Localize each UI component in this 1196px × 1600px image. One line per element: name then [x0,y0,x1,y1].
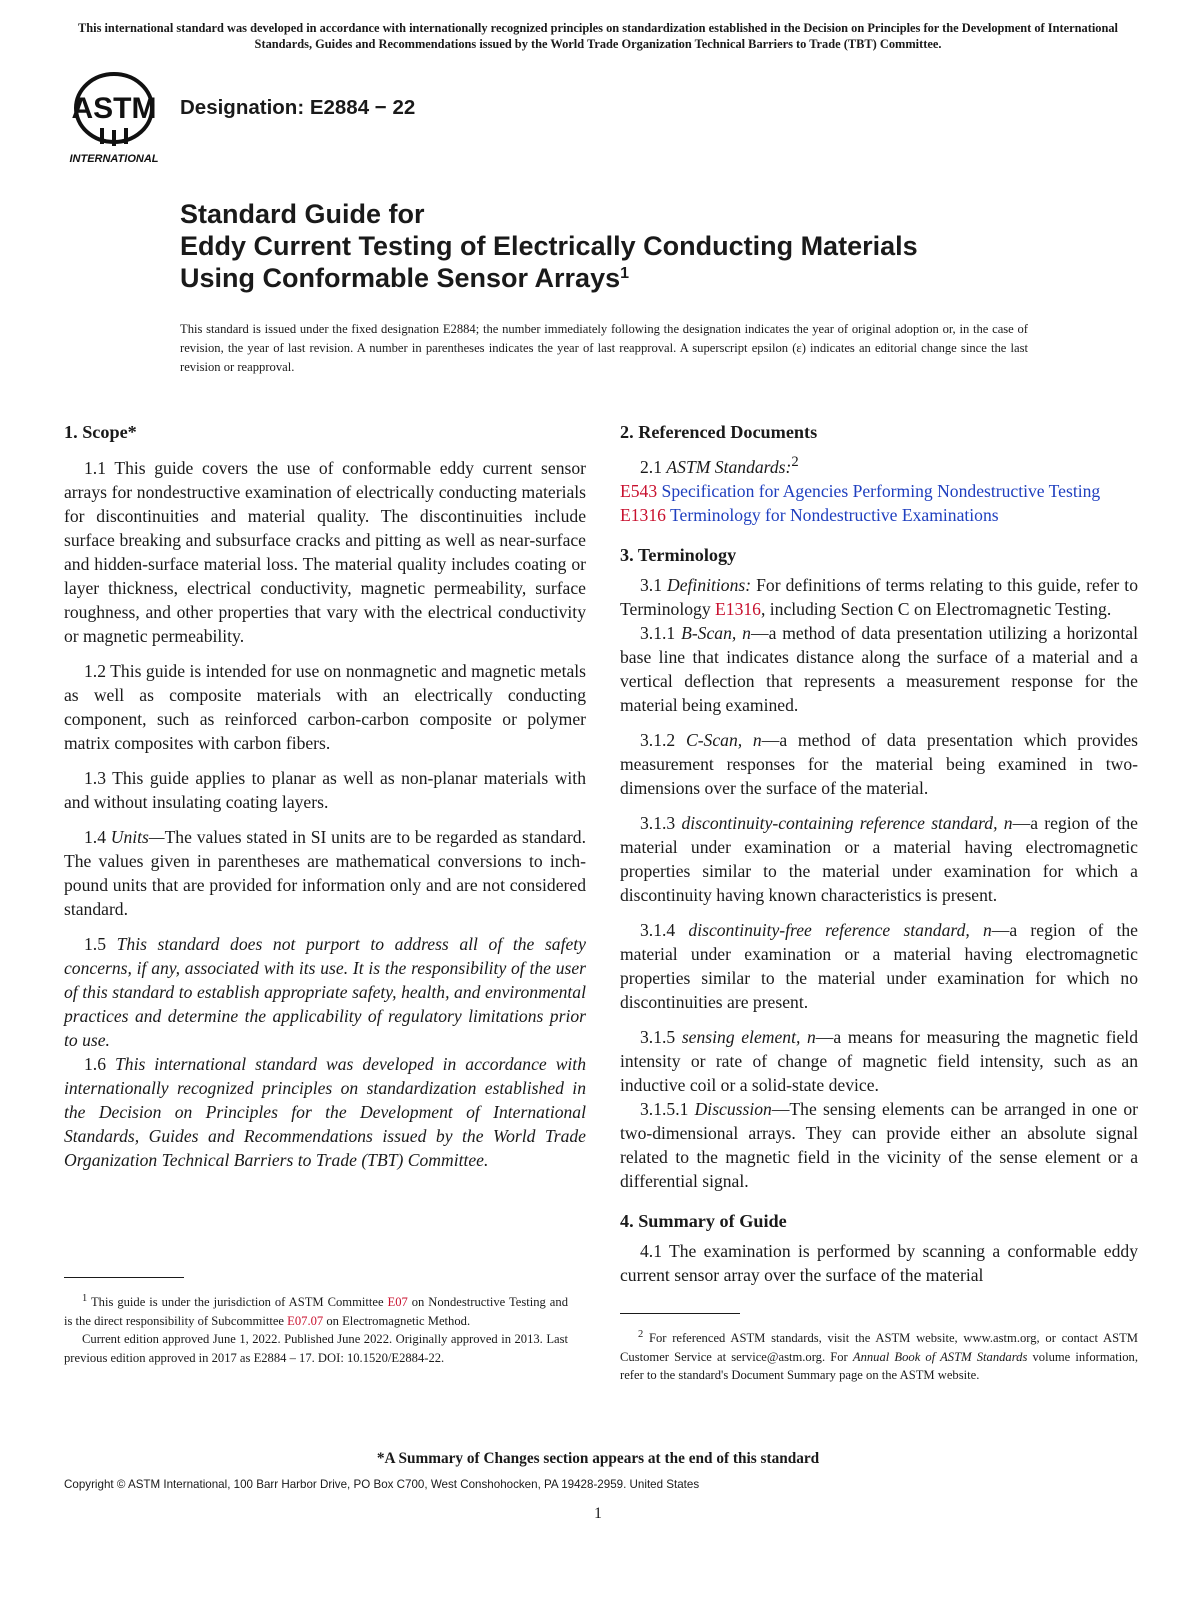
reference-e1316[interactable]: E1316 Terminology for Nondestructive Examinations [620,504,999,525]
terminology-heading: 3. Terminology [620,544,737,565]
scope-heading: 1. Scope* [64,422,137,442]
paragraph-1-3: 1.3 This guide applies to planar as well as non-planar materials with and without insulating coating layers. [64,768,586,812]
footnote-1-edition: Current edition approved June 1, 2022. Published June 2022. Originally approved in 2013. Last previous edition approved in 2017 as E2884 – 17. DOI: 10.1520/E2884-22. [64,1332,568,1365]
referenced-documents-heading: 2. Referenced Documents [620,422,818,442]
header-notice: This international standard was developed in accordance with internationally recognized principles on standardization established in the Decision on Principles for the Development of International Standards, Guides and Recommendations issued by the World Trade Organization Technical Barriers to Trade (TBT) Committee. [77,21,1119,51]
designation: Designation: E2884 − 22 [180,96,416,119]
left-column [64,420,586,1172]
reference-e543[interactable]: E543 Specification for Agencies Performing Nondestructive Testing [620,480,1101,501]
title-line-3: Using Conformable Sensor Arrays$^1$ [180,263,630,293]
footnote-1: $^1$ This guide is under the jurisdiction of ASTM Committee E07 on Nondestructive Testing and is the direct responsibility of Subcommittee E07.07 on Electromagnetic Method. Current edition approved June 1, 2022. Published June 2022. Originally approved in 2013. Last previous edition approved in 2017 as E2884 – 17. DOI: 10.1520/E2884-22. [64,1290,568,1367]
paragraph-2-1: 2.1 ASTM Standards:$^2$ [640,454,799,477]
discussion-3-1-5-1: 3.1.5.1 Discussion—The sensing elements can be arranged in one or two-dimensional arrays. They can provide either an absolute signal related to the magnetic field in the vicinity of the sense element or a differential signal. [620,1098,1138,1191]
definition-discontinuity-free: 3.1.4 discontinuity-free reference standard, n—a region of the material under examination or a material having electromagnetic properties similar to the material under examination for which no discontinuities are present. [620,919,1138,1012]
summary-of-changes-note: *A Summary of Changes section appears at the end of this standard [376,1450,820,1467]
footnote-2: $^2$ For referenced ASTM standards, visit the ASTM website, www.astm.org, or contact ASTM Customer Service at service@astm.org. For Annual Book of ASTM Standards volume information, refer to the standard's Document Summary page on the ASTM website. [620,1329,1138,1383]
paragraph-3-1: 3.1 Definitions: For definitions of terms relating to this guide, refer to Terminology E1316, including Section C on Electromagnetic Testing. [620,574,1138,619]
title-line-2: Eddy Current Testing of Electrically Conducting Materials [180,231,918,261]
astm-logo [64,70,166,166]
logo-subtitle: INTERNATIONAL [69,153,159,165]
summary-heading: 4. Summary of Guide [620,1210,787,1231]
footnote-rule-right [620,1313,740,1314]
title-line-1: Standard Guide for [180,199,425,229]
link-e07-07[interactable]: E07.07 [287,1313,324,1328]
definition-discontinuity-containing: 3.1.3 discontinuity-containing reference standard, n—a region of the material under examination or a material having electromagnetic properties similar to the material under examination for which a discontinuity having known characteristics is present. [620,812,1138,905]
definition-b-scan: 3.1.1 B-Scan, n—a method of data presentation utilizing a horizontal base line that indicates distance along the surface of a material and a vertical deflection that represents a measurement response for the material being examined. [620,622,1139,715]
right-column [620,420,1138,1287]
paragraph-4-1: 4.1 The examination is performed by scanning a conformable eddy current sensor array over the surface of the material [620,1240,1138,1285]
referenced-documents [620,450,1138,527]
footnote-rule-left [64,1277,184,1278]
issue-note: This standard is issued under the fixed designation E2884; the number immediately following the designation indicates the year of original adoption or, in the case of revision, the year of last revision. A number in parentheses indicates the year of last reapproval. A superscript epsilon (ε) indicates an editorial change since the last revision or reapproval. [180,322,1028,374]
paragraph-1-5: 1.5 This standard does not purport to address all of the safety concerns, if any, associated with its use. It is the responsibility of the user of this standard to establish appropriate safety, health, and environmental practices and determine the applicability of regulatory limitations prior to use. [64,934,586,1050]
astm-logo-mark-icon [72,74,157,146]
link-e07[interactable]: E07 [387,1295,408,1310]
definition-c-scan: 3.1.2 C-Scan, n—a method of data presentation which provides measurement responses for the material being examined in two-dimensions over the surface of the material. [620,729,1138,798]
paragraph-1-2: 1.2 This guide is intended for use on nonmagnetic and magnetic metals as well as composite materials with an electrically conducting component, such as reinforced carbon-carbon composite or polymer matrix composites with carbon fibers. [64,661,586,753]
logo-text: ASTM [71,92,157,125]
paragraph-1-1: 1.1 This guide covers the use of conformable eddy current sensor arrays for nondestructive examination of electrically conducting materials for discontinuities and material quality. The discontinuities include surface breaking and subsurface cracks and pitting as well as near-surface and hidden-surface material loss. The material quality includes coating or layer thickness, electrical conductivity, magnetic permeability, surface roughness, and other properties that vary with the electrical conductivity or magnetic permeability. [64,458,586,646]
link-e1316[interactable]: E1316 [715,598,761,619]
definition-sensing-element: 3.1.5 sensing element, n—a means for measuring the magnetic field intensity or rate of change of magnetic field intensity, such as an inductive coil or a solid-state device. [620,1026,1138,1095]
paragraph-1-4: 1.4 Units—The values stated in SI units are to be regarded as standard. The values given in parentheses are mathematical conversions to inch-pound units that are provided for information only and are not considered standard. [64,827,586,919]
copyright: Copyright © ASTM International, 100 Barr Harbor Drive, PO Box C700, West Conshohocken, PA 19428-2959. United States [64,1478,700,1491]
document-title [180,198,1100,294]
title-footnote-mark[interactable]: 1 [620,265,630,282]
paragraph-1-6: 1.6 This international standard was developed in accordance with internationally recognized principles on standardization established in the Decision on Principles for the Development of International Standards, Guides and Recommendations issued by the World Trade Organization Technical Barriers to Trade (TBT) Committee. [64,1054,586,1170]
page-number: 1 [594,1505,602,1522]
